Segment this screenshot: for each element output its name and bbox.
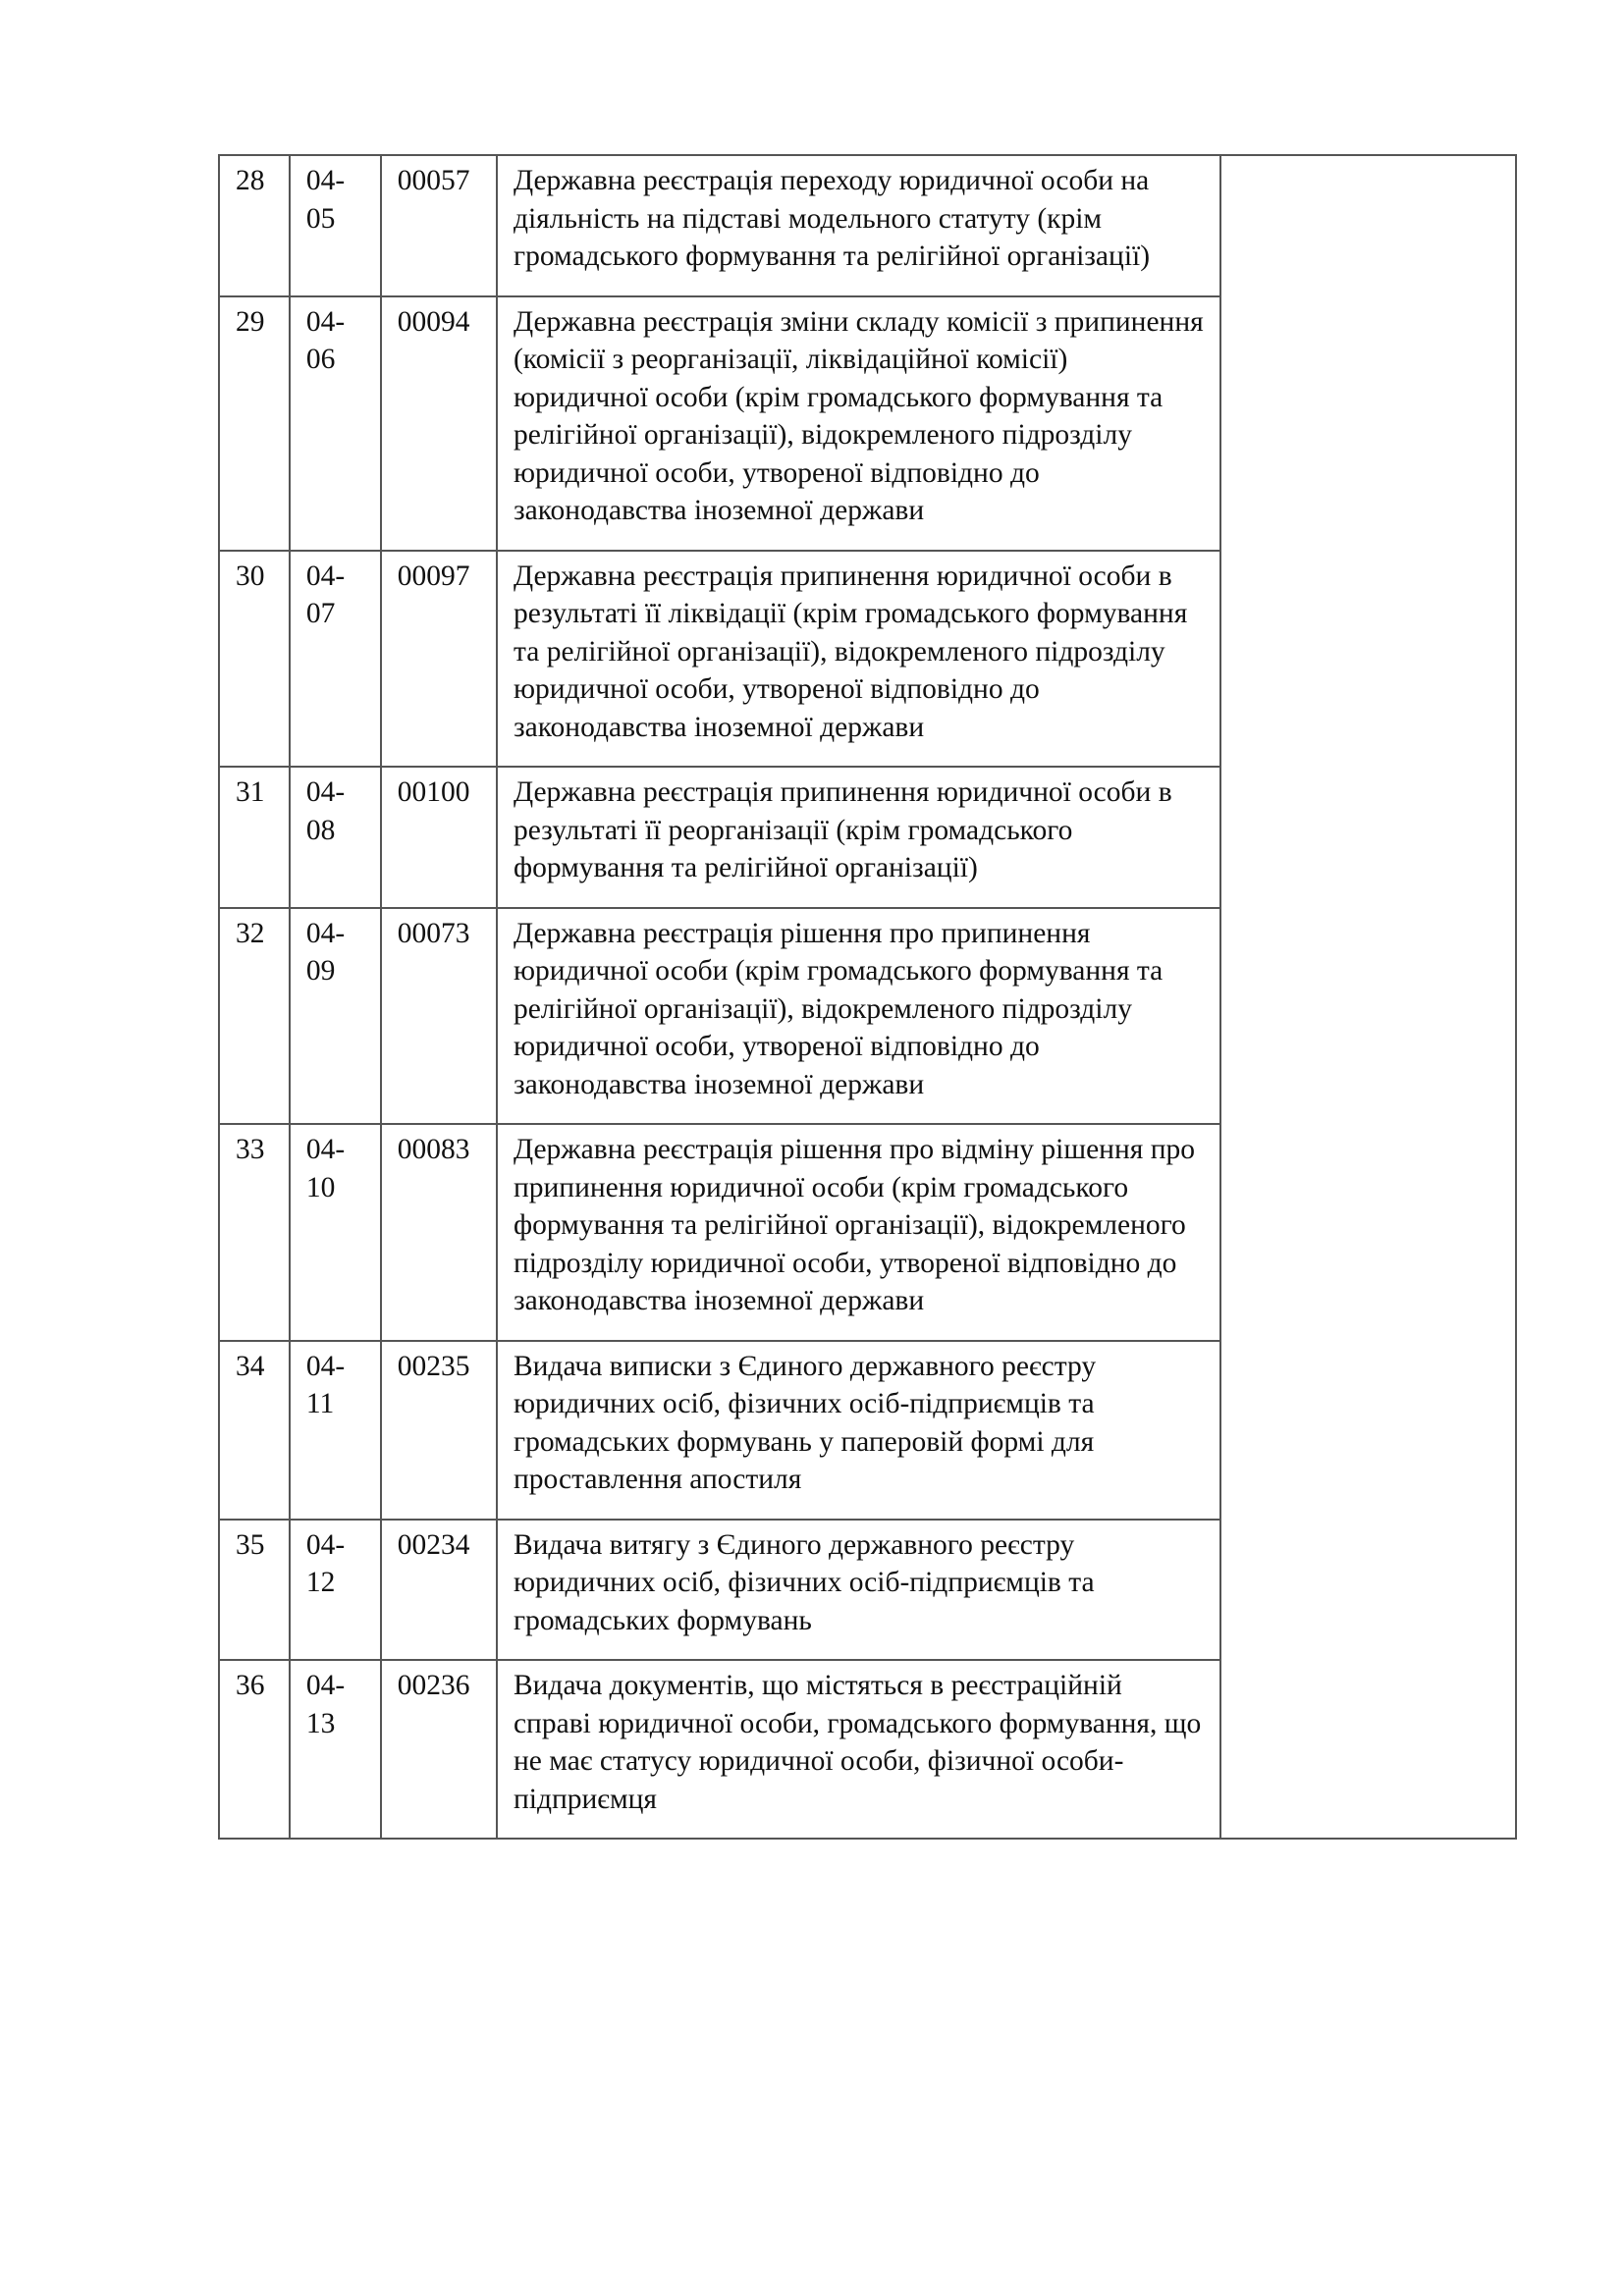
service-group-code: 04-12 — [290, 1520, 381, 1661]
row-number: 33 — [219, 1124, 290, 1341]
row-number: 36 — [219, 1660, 290, 1839]
service-id: 00234 — [381, 1520, 497, 1661]
service-description: Видача документів, що містяться в реєстраційній справі юридичної особи, громадського формування, що не має статусу юридичної особи, фізичної особи-підприємця — [497, 1660, 1220, 1839]
row-number: 35 — [219, 1520, 290, 1661]
service-description: Видача виписки з Єдиного державного реєстру юридичних осіб, фізичних осіб-підприємців та громадських формувань у паперовій формі для проставлення апостиля — [497, 1341, 1220, 1520]
service-id: 00057 — [381, 155, 497, 296]
service-group-code: 04-10 — [290, 1124, 381, 1341]
service-description: Державна реєстрація рішення про відміну рішення про припинення юридичної особи (крім громадського формування та релігійної організації), відокремленого підрозділу юридичної особи, утвореної відповідно до законодавства іноземної держави — [497, 1124, 1220, 1341]
service-description: Державна реєстрація зміни складу комісії з припинення (комісії з реорганізації, ліквідаційної комісії) юридичної особи (крім громадського формування та релігійної організації), відокремленого підрозділу юридичної особи, утвореної відповідно до законодавства іноземної держави — [497, 296, 1220, 551]
row-number: 29 — [219, 296, 290, 551]
service-group-code: 04-09 — [290, 908, 381, 1125]
service-group-code: 04-05 — [290, 155, 381, 296]
service-id: 00083 — [381, 1124, 497, 1341]
service-id: 00094 — [381, 296, 497, 551]
service-description: Державна реєстрація припинення юридичної особи в результаті її реорганізації (крім громадського формування та релігійної організації) — [497, 767, 1220, 908]
service-description: Видача витягу з Єдиного державного реєстру юридичних осіб, фізичних осіб-підприємців та громадських формувань — [497, 1520, 1220, 1661]
row-number: 32 — [219, 908, 290, 1125]
row-number: 28 — [219, 155, 290, 296]
service-group-code: 04-08 — [290, 767, 381, 908]
service-id: 00097 — [381, 551, 497, 768]
merged-empty-cell — [1220, 155, 1516, 1839]
service-group-code: 04-07 — [290, 551, 381, 768]
service-group-code: 04-06 — [290, 296, 381, 551]
service-description: Державна реєстрація переходу юридичної особи на діяльність на підставі модельного статуту (крім громадського формування та релігійної організації) — [497, 155, 1220, 296]
service-group-code: 04-11 — [290, 1341, 381, 1520]
table-row — [219, 155, 1516, 296]
row-number: 34 — [219, 1341, 290, 1520]
service-description: Державна реєстрація рішення про припинення юридичної особи (крім громадського формування та релігійної організації), відокремленого підрозділу юридичної особи, утвореної відповідно до законодавства іноземної держави — [497, 908, 1220, 1125]
service-id: 00073 — [381, 908, 497, 1125]
service-description: Державна реєстрація припинення юридичної особи в результаті її ліквідації (крім громадського формування та релігійної організації), відокремленого підрозділу юридичної особи, утвореної відповідно до законодавства іноземної держави — [497, 551, 1220, 768]
service-id: 00100 — [381, 767, 497, 908]
service-id: 00235 — [381, 1341, 497, 1520]
row-number: 30 — [219, 551, 290, 768]
row-number: 31 — [219, 767, 290, 908]
service-group-code: 04-13 — [290, 1660, 381, 1839]
services-table — [218, 154, 1517, 1840]
service-id: 00236 — [381, 1660, 497, 1839]
